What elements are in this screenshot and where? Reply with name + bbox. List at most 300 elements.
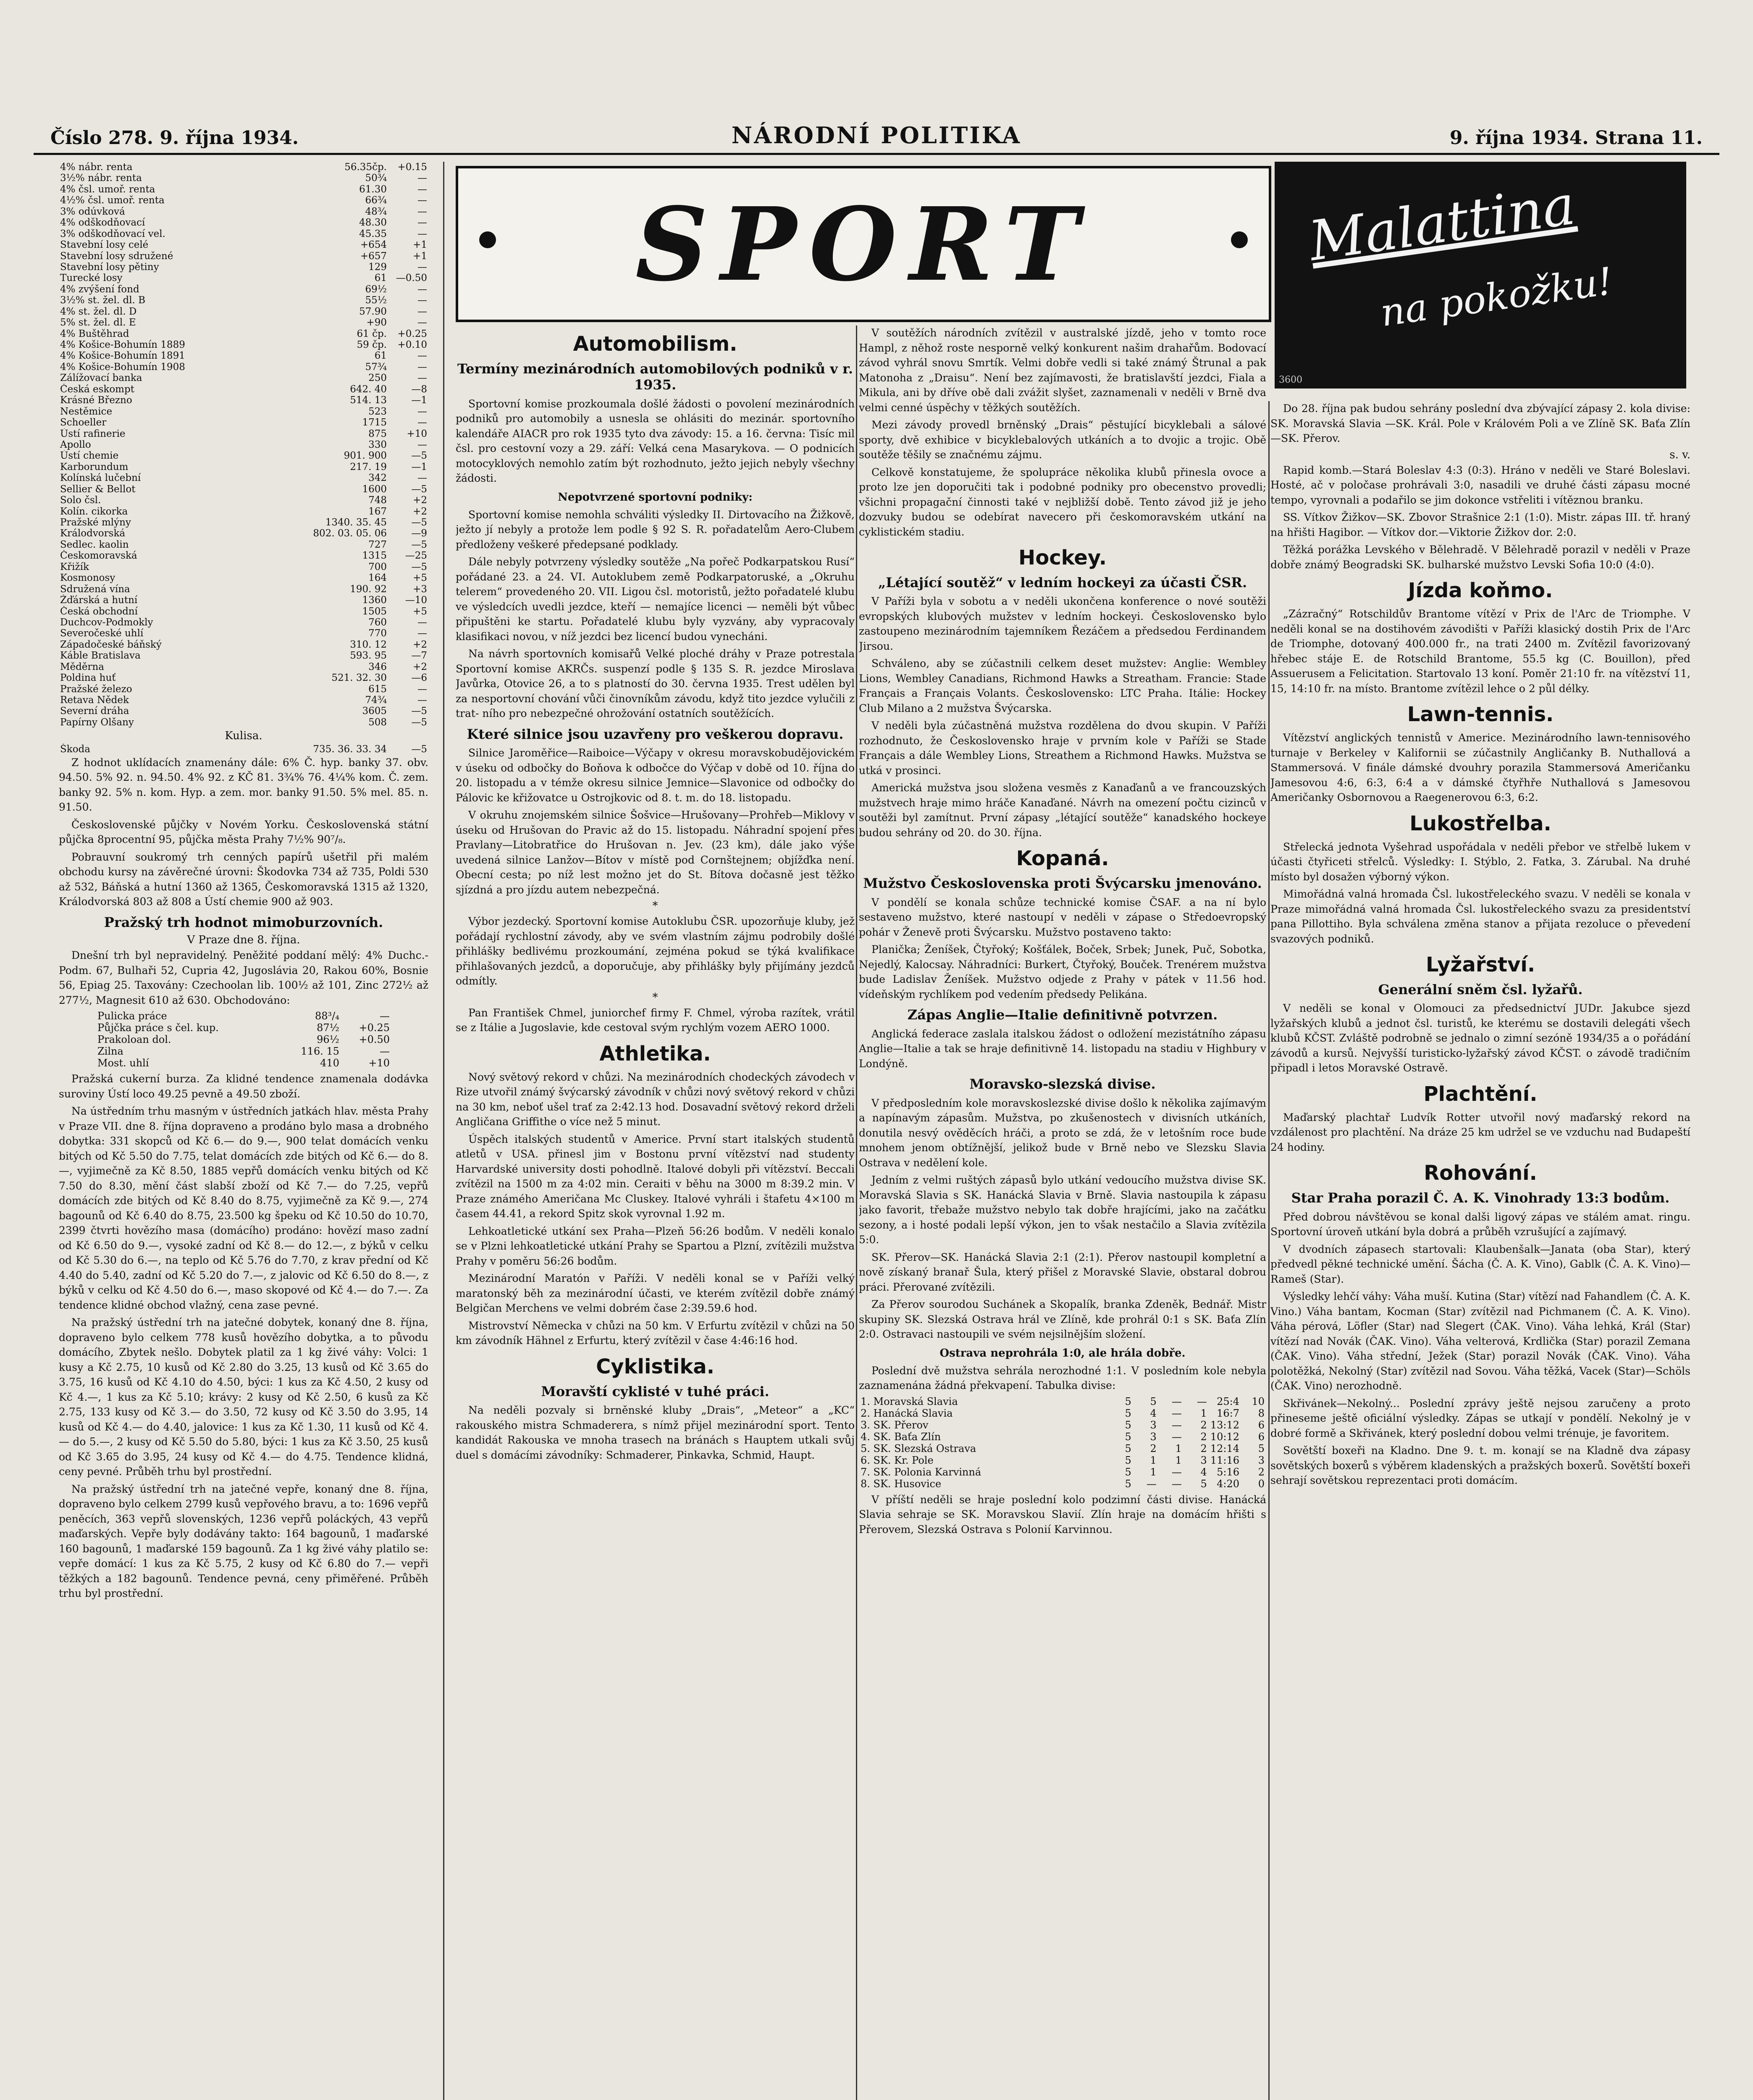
kulisa-text: Z hodnot uklídacích znamenány dále: 6% Č. hyp. banky 37. obv. 94.50. 5% 92. n. 94.50. 4% 92. z KČ 81. 3¾% 76. 4¼% kom. Č. zem. banky 92. 5% n. kom. Hyp. a zem. mor. banky 91.50. 5% mel. 85. n. 91.50. — [59, 756, 428, 814]
team-stat: 2 — [1150, 1442, 1157, 1454]
stock-change: — — [417, 417, 427, 428]
stock-row — [59, 672, 428, 683]
stock-name: 3½% st. žel. dl. B — [60, 295, 146, 306]
stock-row — [59, 650, 428, 661]
team-stat: — — [1171, 1478, 1182, 1490]
stock-change: — — [417, 195, 427, 206]
stock-price: 642. 40 — [350, 383, 387, 395]
stock-change: —1 — [411, 395, 427, 406]
stock-row — [59, 284, 428, 295]
article-paragraph: Planička; Ženíšek, Čtyřoký; Košťálek, Boček, Srbek; Junek, Puč, Sobotka, Nejedlý, Kalocsay. Náhradníci: Burkert, Čtyřoký, Bouček. Trenérem mužstva bude Ladislav Ženíšek. Mužstvo odjede z Prahy v pátek v 11.56 hod. vídeňským rychlíkem pod vedením předsedy Pelikána. — [859, 943, 1266, 1000]
sugar-market: Pražská cukerní burza. Za klidné tendence znamenala dodávka suroviny Ústí loco 49.25 pevně a 49.50 zboží. — [59, 1073, 428, 1100]
unofficial-heading: Nepotvrzené sportovní podniky: — [558, 491, 753, 504]
team-stat: 5:16 — [1217, 1466, 1239, 1478]
markets-text: Dnešní trh byl nepravidelný. Peněžité poddaní mělý: 4% Duchc.-Podm. 67, Bulhaři 52, Cupria 42, Jugoslávia 20, Rakou 60%, Bosnie 56, Epiag 25. Taxovány: Czechoolan lib. 100½ až 101, Zinc 272½ až 277½, Magnesit 610 až 630. Obchodováno: — [59, 949, 428, 1006]
team-name: 6. SK. Kr. Pole — [861, 1454, 934, 1466]
stock-row — [59, 562, 428, 572]
price-name: Pulicka práce — [97, 1010, 167, 1022]
stock-price: 1715 — [362, 417, 387, 428]
stock-name: Severočeské uhlí — [60, 628, 144, 639]
article-paragraph: Mistrovství Německa v chůzi na 50 km. V Erfurtu zvítězil v chůzi na 50 km závodník Hähnel z Erfurtu, který zvítězil v čase 4:46:16 hod. — [456, 1319, 855, 1347]
stock-price: 164 — [368, 572, 387, 584]
stock-price: 310. 12 — [350, 639, 387, 650]
team-stat: 2 — [1258, 1466, 1265, 1478]
stock-row — [59, 517, 428, 528]
stock-price: 521. 32. 30 — [331, 672, 387, 684]
team-stat: 1 — [1150, 1466, 1157, 1478]
stock-change: — — [417, 206, 427, 217]
stock-row — [59, 550, 428, 561]
team-name: 5. SK. Slezská Ostrava — [861, 1442, 976, 1454]
stock-row — [59, 539, 428, 550]
article-paragraph: Za Přerov sourodou Suchánek a Skopalík, branka Zdeněk, Bednář. Mistr skupiny SK. Slezská Ostrava hrál ve Zlíně, kde prohrál 0:1 s SK. Baťa Zlín 2:0. Ostravaci nastoupili ve svém nejsilnějším složení. — [859, 1298, 1266, 1341]
stock-change: —5 — [411, 450, 427, 462]
stock-price: 66¾ — [365, 195, 387, 206]
stock-change: —10 — [405, 595, 427, 606]
article-paragraph: Úspěch italských studentů v Americe. První start italských studentů atletů v USA. přinesl jim v Bostonu první vítězství nad studenty Harvardské university dosti pohodlně. Italové dobyli při vítězství. Beccali zvítězil na 1500 m za 4:02 min. Ceraiti v běhu na 3000 m 8:39.2 min. V Praze známého Američana Mc Cluskey. Italové vyhráli i štafetu 4×100 m časem 44.41, a rekord Spitz skok vyrovnal 1.92 m. — [456, 1133, 855, 1220]
stock-price: 330 — [368, 439, 387, 450]
team-stat: — — [1197, 1395, 1207, 1407]
stock-price: 55½ — [365, 295, 387, 306]
article-paragraph: Maďarský plachtař Ludvík Rotter utvořil nový maďarský rekord na vzdálenost pro plachtění. Na dráze 25 km udržel se ve vzduchu nad Budapeští 24 hodiny. — [1270, 1111, 1690, 1153]
stock-name: 4% nábr. renta — [60, 162, 133, 173]
price-value: 96½ — [317, 1034, 339, 1046]
team-stat: 0 — [1258, 1478, 1265, 1490]
league-row — [859, 1419, 1266, 1431]
team-stat: 3 — [1200, 1454, 1207, 1466]
article-paragraph: V Paříži byla v sobotu a v neděli ukončena konference o nové soutěži evropských klubových mužstev v ledním hockeyi. Československo bylo zastoupeno mezinárodním tajemníkem Řezáčem a předsedou Ferdinandem Jirsou. — [859, 595, 1266, 652]
stock-row — [59, 572, 428, 583]
stock-name: Českomoravská — [60, 550, 137, 562]
stock-change: — — [417, 439, 427, 450]
stock-name: Severní dráha — [60, 706, 129, 717]
stock-price: 69½ — [365, 284, 387, 295]
stock-change: —5 — [411, 483, 427, 495]
stock-change: +2 — [413, 495, 427, 506]
team-stat: 1 — [1150, 1454, 1157, 1466]
stock-row — [59, 217, 428, 228]
article-paragraph: Střelecká jednota Vyšehrad uspořádala v neděli přebor ve střelbě lukem v účasti čtyřiceti střelců. Výsledky: I. Stýblo, 2. Fatka, 3. Zárubal. Na druhé místo byl dosažen výborný výkon. — [1270, 840, 1690, 883]
price-value: 87½ — [317, 1022, 339, 1034]
team-stat: 16:7 — [1217, 1407, 1239, 1419]
price-change: +0.25 — [359, 1022, 390, 1034]
article-paragraph: V příští neděli se hraje poslední kolo podzimní části divise. Hanácká Slavia sehraje se SK. Moravskou Slavií. Zlín hraje na domácím hřišti s Přerovem, Slezská Ostrava s Polonií Karvinnou. — [859, 1493, 1266, 1536]
stock-change: +2 — [413, 506, 427, 517]
article-paragraph: Před dobrou návštěvou se konal dalši ligový zápas ve stálém amat. ringu. Sportovní úroveň utkání byla dobrá a průběh vzrušující a zajímavý. — [1270, 1210, 1690, 1238]
section-heading-archery: Lukostřelba. — [1409, 811, 1551, 835]
article-paragraph: Vítězství anglických tennistů v Americe. Mezinárodního lawn-tennisového turnaje v Berkeley v Kalifornii se zúčastnily Angličanky B. Nuthallová a Stammersová. V finále dámské dvouhry porazila Stammersová Američanku Jamesovou 4:6, 6:3, 6:4 a v dámské čtyřhře Nuthallová s Jamesovou Američanky Osbornovou a Raegenerovou 6:3, 6:2. — [1270, 732, 1690, 803]
price-name: Zilna — [97, 1045, 123, 1058]
stock-row — [59, 184, 428, 195]
stock-row — [59, 628, 428, 639]
stock-name: 4% odškodňovací — [60, 217, 145, 228]
stock-name: Turecké losy — [60, 273, 123, 284]
stock-change: —5 — [411, 561, 427, 572]
stock-row — [59, 362, 428, 373]
section-heading-auto: Automobilism. — [573, 332, 737, 356]
team-stat: 4 — [1200, 1466, 1207, 1478]
article-paragraph: Jedním z velmi ruštých zápasů bylo utkání vedoucího mužstva divise SK. Moravská Slavia s SK. Hanácká Slavia v Brně. Slavia nastoupila k zápasu jako favorit, třebaže mužstvo nebylo tak dobře hrajícími, jako na začátku sezony, a i hosté podali lepší výkon, jen to však nestačilo a Slavia zvítězila 5:0. — [859, 1174, 1266, 1246]
price-name: Most. uhlí — [97, 1057, 149, 1069]
team-stat: 5 — [1200, 1478, 1207, 1490]
stock-change: +3 — [413, 583, 427, 595]
stock-name: 4% st. žel. dl. D — [60, 306, 137, 317]
article-paragraph: Celkově konstatujeme, že spolupráce několika klubů přinesla ovoce a proto lze jen doporučiti tak i podobné podniky pro obecenstvo provedli; všichni propagační činnosti také v nejbližší době. Tento závod již je jeho dozvuky budou se odebírat navecero při českomoravském utkání na cyklistickém stadiu. — [859, 466, 1266, 538]
price-change: +0.50 — [359, 1034, 390, 1046]
stock-row — [59, 684, 428, 695]
stock-name: 4% Buštěhrad — [60, 328, 129, 339]
article-paragraph: Rapid komb.—Stará Boleslav 4:3 (0:3). Hráno v neděli ve Staré Boleslavi. Hosté, ač v poločase prohrávali 3:0, nasadili ve druhé části zápasu mocné tempo, vyrovnali a podařilo se jim dokonce vstřeliti i vítěznou branku. — [1270, 464, 1690, 506]
stock-price: 748 — [368, 495, 387, 506]
team-stat: 10:12 — [1210, 1431, 1239, 1443]
team-stat: — — [1171, 1419, 1182, 1431]
stock-price: 875 — [368, 428, 387, 439]
article-paragraph: Anglická federace zaslala italskou žádost o odložení mezistátního zápasu Anglie—Italie a tak se hraje definitivně 14. listopadu na stadiu v Highbury v Londýně. — [859, 1027, 1266, 1070]
article-paragraph: Mezinárodní Maratón v Paříži. V neděli konal se v Paříži velký maratonský běh za mezinárodní účasti, ve kterém zvítězil dobře známý Belgičan Merchens ve velmi dobrém čase 2:39.59.6 hod. — [456, 1272, 855, 1315]
article-paragraph: V neděli se konal v Olomouci za předsednictví JUDr. Jakubce sjezd lyžařských klubů a jednot čsl. turistů, ke kterému se dostavili delegáti všech klubů KČST. Zvláště podrobně se jednalo o zimní sezóně 1934/35 a o pořádání závodů a kursů. Nejvyšší turisticko-lyžařský závod KČST. o závodě tradičním připadl i letos Moravské Ostravě. — [1270, 1002, 1690, 1074]
section-heading-athletics: Athletika. — [599, 1042, 711, 1066]
stock-price: 770 — [368, 628, 387, 639]
stock-price: 508 — [368, 717, 387, 728]
stock-name: Kosmonosy — [60, 572, 115, 584]
team-stat: 5 — [1125, 1431, 1131, 1443]
stock-name: Žďárská a hutní — [60, 595, 138, 606]
stock-row — [59, 695, 428, 706]
stock-change: +0.25 — [397, 328, 427, 339]
stock-name: Apollo — [60, 439, 91, 450]
section-heading-gliding: Plachtění. — [1423, 1082, 1538, 1106]
stock-row — [59, 406, 428, 417]
stock-name: Měděrna — [60, 661, 105, 672]
cycling-subheading: Moravští cyklisté v tuhé práci. — [541, 1383, 769, 1399]
stock-row — [59, 306, 428, 317]
stock-price: 61 — [374, 273, 387, 284]
malattina-ad — [1275, 162, 1686, 388]
team-name: 8. SK. Husovice — [861, 1478, 942, 1490]
football-subheading: Mužstvo Československa proti Švýcarsku jmenováno. — [863, 875, 1262, 892]
stock-name: Solo čsl. — [60, 495, 101, 506]
article-paragraph: Na návrh sportovních komisařů Velké ploché dráhy v Praze potrestala Sportovní komise AKRČs. suspenzí podle § 135 S. R. jezdce Miroslava Javůrka, Otovice 26, a to s platností do 30. června 1935. Trest udělen byl za nesportovní chování vůči činovníkům závodu, když tito jezdce vylučili z trat- ního pro nebezpečné ohrožování ostatních soutěžících. — [456, 648, 855, 720]
stock-change: —25 — [405, 550, 427, 562]
stock-change: — — [417, 295, 427, 306]
stock-name: Retava Nědek — [60, 695, 129, 706]
stock-name: 4½% čsl. umoř. renta — [60, 195, 165, 206]
stock-price: 760 — [368, 617, 387, 628]
team-stat: 10 — [1252, 1395, 1265, 1407]
article-paragraph: Pan František Chmel, juniorchef firmy F. Chmel, výroba razítek, vrátil se z Itálie a Jugoslavie, kde cestoval svým rychlým vozem AERO 1000. — [456, 1006, 855, 1034]
stock-change: —8 — [411, 383, 427, 395]
stock-row — [59, 206, 428, 217]
stock-row — [59, 439, 428, 450]
stock-price: 61.30 — [359, 184, 387, 195]
stock-price: 61 — [374, 350, 387, 362]
stock-price: 57.90 — [359, 306, 387, 317]
stock-change: —5 — [411, 539, 427, 550]
article-paragraph: Mimořádná valná hromada Čsl. lukostřeleckého svazu. V neděli se konala v Praze mimořádná valná hromada Čsl. lukostřeleckého svazu za presidentství pana Pillottiho. Byla schválena změna stanov a přijata rezoluce o převedení svazových podniků. — [1270, 888, 1690, 945]
team-stat: 5 — [1125, 1454, 1131, 1466]
team-stat: 5 — [1125, 1395, 1131, 1407]
markets-dateline: V Praze dne 8. října. — [187, 934, 300, 947]
section-heading-horses: Jízda koňmo. — [1408, 579, 1553, 602]
article-paragraph: Poslední dvě mužstva sehrála nerozhodné 1:1. V posledním kole nebyla zaznamenána žádná překvapení. Tabulka divise: — [859, 1364, 1266, 1392]
price-value: 410 — [320, 1057, 339, 1069]
team-stat: 8 — [1258, 1407, 1265, 1419]
stock-name: Stavební losy celé — [60, 239, 149, 251]
stock-name: Pražské železo — [60, 683, 132, 695]
stock-change: —5 — [411, 706, 427, 717]
article-paragraph: „Zázračný“ Rotschildův Brantome vítězí v Prix de l'Arc de Triomphe. V neděli konal se na dostihovém závodišti v Paříži klasický dostih Prix de l'Arc de Triomphe, dotovaný 400.000 fr., na trati 2400 m. Zvítězil favorizovaný hřebec stáje E. de Rotschild Brantome, 55.5 kg (C. Bouillon), před Assuerusem a Felicitation. Startovalo 13 koní. Poměr 21:10 fr. na vítězství 11, 15, 14:10 fr. na místo. Brantome zvítězil lehce o 2 půl délky. — [1270, 608, 1690, 695]
stock-price: 615 — [368, 683, 387, 695]
article-paragraph: Těžká porážka Levského v Bělehradě. V Bělehradě porazil v neděli v Praze dobře známý Beogradski SK. bulharské mužstvo Levski Sofia 10:0 (4:0). — [1270, 543, 1690, 571]
team-stat: 6 — [1258, 1419, 1265, 1431]
stock-price: 56.35čp. — [344, 162, 387, 173]
stock-name: Škoda — [60, 744, 90, 755]
team-stat: 5 — [1150, 1395, 1157, 1407]
league-row — [859, 1454, 1266, 1466]
stock-price: 346 — [368, 661, 387, 672]
stock-row — [59, 273, 428, 284]
article-paragraph: Silnice Jaroměřice—Raiboice—Výčapy v okresu moravskobudějovickém v úseku od odbočky do Boňova k odbočce do Výčap v době od 10. října do 20. listopadu a v témže okresu silnice Jemnice—Slavonice od odbočky do Pálovic ke křižovatce u Ostrojkovic od 8. t. m. do 18. listopadu. — [456, 747, 855, 804]
stock-row — [59, 706, 428, 717]
article-paragraph: V dvodních zápasech startovali: Klaubenšalk—Janata (oba Star), který předvedl pěkné technické umění. Šácha (Č. A. K. Vino), Gablk (Č. A. K. Vino)—Rameš (Star). — [1270, 1243, 1690, 1285]
team-name: 4. SK. Baťa Zlín — [861, 1431, 941, 1443]
article-paragraph: Do 28. října pak budou sehrány poslední dva zbývající zápasy 2. kola divise: SK. Moravská Slavia —SK. Král. Pole v Královém Poli a ve Zlíně SK. Baťa Zlín—SK. Přerov. — [1270, 402, 1690, 444]
stock-row — [59, 484, 428, 495]
stock-price: 190. 92 — [350, 583, 387, 595]
stock-change: — — [417, 695, 427, 706]
stock-row — [59, 317, 428, 328]
stock-price: 1505 — [362, 606, 387, 617]
stock-change: — — [417, 617, 427, 628]
stock-name: Zálížovací banka — [60, 373, 142, 384]
stock-name: Kolín. cikorka — [60, 506, 128, 517]
team-name: 7. SK. Polonia Karvinná — [861, 1466, 981, 1478]
stock-price: 342 — [368, 472, 387, 484]
stock-name: 4% čsl. umoř. renta — [60, 184, 155, 195]
stock-price: 57¾ — [365, 361, 387, 373]
stock-change: +10 — [407, 428, 427, 439]
stock-price: 45.35 — [359, 228, 387, 239]
stock-price: 61 čp. — [357, 328, 387, 339]
ny-loans: Československé půjčky v Novém Yorku. Československá státní půjčka 8procentní 95, půjčka města Prahy 7½% 90⁷/₈. — [59, 818, 428, 846]
column-rule — [856, 326, 857, 2100]
team-stat: 12:14 — [1210, 1442, 1239, 1454]
team-stat: 1 — [1175, 1442, 1182, 1454]
stock-change: —7 — [411, 650, 427, 662]
team-stat: 13:12 — [1210, 1419, 1239, 1431]
stock-change: — — [417, 173, 427, 184]
column-rule — [443, 162, 444, 2100]
stock-price: 727 — [368, 539, 387, 550]
stock-price: 1600 — [362, 483, 387, 495]
team-stat: 3 — [1258, 1454, 1265, 1466]
ad-tagline: na pokožku! — [1378, 259, 1616, 336]
article-paragraph: V pondělí se konala schůze technické komise ČSAF. a na ní bylo sestaveno mužstvo, které nastoupí v neděli v zápase o Středoevropský pohár v Ženevě proti Švýcarsku. Mužstvo postaveno takto: — [859, 896, 1266, 938]
stock-row — [59, 228, 428, 239]
team-stat: — — [1171, 1466, 1182, 1478]
stock-change: +5 — [413, 606, 427, 617]
roads-heading: Které silnice jsou uzavřeny pro veškerou dopravu. — [467, 726, 844, 742]
team-stat: 1 — [1175, 1454, 1182, 1466]
stock-row — [59, 606, 428, 617]
stock-change: — — [417, 373, 427, 384]
stock-price: 802. 03. 05. 06 — [313, 528, 387, 539]
prices-table — [96, 1010, 391, 1069]
stock-name: Poldina huť — [60, 672, 116, 684]
stock-name: 3% odúvková — [60, 206, 125, 217]
stock-change: — — [417, 217, 427, 228]
section-heading-boxing: Rohování. — [1424, 1161, 1537, 1185]
ski-subheading: Generální sněm čsl. lyžařů. — [1378, 982, 1583, 998]
stock-row — [59, 595, 428, 606]
stock-name: Krásné Březno — [60, 395, 132, 406]
stock-name: Káble Bratislava — [60, 650, 141, 662]
sport-title: SPORT — [635, 185, 1092, 304]
price-name: Prakoloan dol. — [97, 1034, 171, 1046]
section-heading-football: Kopaná. — [1016, 847, 1109, 871]
team-stat: 5 — [1125, 1478, 1131, 1490]
price-change: — — [380, 1010, 390, 1022]
auto-subheading: Termíny mezinárodních automobilových podniků v r. 1935. — [457, 361, 853, 393]
sport-banner — [456, 166, 1271, 322]
england-heading: Zápas Anglie—Italie definitivně potvrzen. — [907, 1007, 1218, 1023]
stock-price: 217. 19 — [350, 461, 387, 472]
stock-name: Česká obchodní — [60, 606, 138, 617]
team-stat: 11:16 — [1210, 1454, 1239, 1466]
stock-change: — — [417, 317, 427, 328]
team-stat: 5 — [1125, 1442, 1131, 1454]
separator-star: * — [652, 900, 658, 913]
team-stat: 1 — [1200, 1407, 1207, 1419]
stock-row — [59, 395, 428, 406]
team-stat: — — [1171, 1395, 1182, 1407]
stock-change: — — [417, 628, 427, 639]
price-change: +10 — [368, 1057, 390, 1069]
stock-row — [59, 506, 428, 517]
kulisa-heading: Kulisa. — [225, 730, 262, 743]
section-heading-cycling: Cyklistika. — [596, 1354, 714, 1378]
stock-name: 5% st. žel. dl. E — [60, 317, 136, 328]
section-heading-tennis: Lawn-tennis. — [1407, 703, 1554, 726]
markets-column — [59, 162, 428, 2100]
stock-row — [59, 417, 428, 428]
article-paragraph: Sportovní komise prozkoumala došlé žádosti o povolení mezinárodních podniků pro automobily a usnesla se ohlásiti do mezinár. sportovního kalendáře AIACR pro rok 1935 tyto dva závody: 15. a 16. června: Tisíc mil čsl. pro cestovní vozy a 29. září: Velká cena Masarykova. — O podnicích motocyklových nemohlo zatím být rozhodnuto, ježto jejich nebyly všechny žádosti. — [456, 397, 855, 485]
stock-change: — — [417, 350, 427, 362]
stock-row — [59, 617, 428, 628]
banner-dot — [1231, 231, 1248, 248]
page-number: 9. října 1934. Strana 11. — [1449, 127, 1703, 149]
stock-name: Stavební losy sdružené — [60, 250, 173, 262]
stock-name: Pražské mlýny — [60, 517, 131, 528]
stock-change: — — [417, 306, 427, 317]
stock-price: 48¾ — [365, 206, 387, 217]
stock-row — [59, 251, 428, 262]
article-paragraph: Sovětští boxeři na Kladno. Dne 9. t. m. konají se na Kladně dva zápasy sovětských boxerů s výběrem kladenských a pražských boxerů. Sovětští boxeři sehrají sovětskou reprezentaci proti domácím. — [1270, 1444, 1690, 1487]
stock-name: Nestěmice — [60, 406, 113, 417]
stock-row — [59, 584, 428, 595]
stock-name: Papírny Olšany — [60, 717, 134, 728]
stock-price: 129 — [368, 261, 387, 273]
article-paragraph: Schváleno, aby se zúčastnili celkem deset mužstev: Anglie: Wembley Lions, Wembley Canadians, Richmond Hawks a Streatham. Francie: Stade Français a Français Volants. Československo: LTC Praha. Itálie: Hockey Club Milano a 2 mužstva Švýcarska. — [859, 657, 1266, 714]
article-paragraph: Skřivánek—Nekolný... Poslední zprávy ještě nejsou zaručeny a proto přineseme ještě oficiální výsledky. Zápas se utkají v pondělí. Nekolný je v dobré formě a Skřivánek, který poslední dobou velmi trénuje, je favoritem. — [1270, 1397, 1690, 1439]
stock-row — [59, 373, 428, 383]
stock-name: Sedlec. kaolin — [60, 539, 129, 550]
markets-heading: Pražský trh hodnot mimoburzovních. — [104, 914, 383, 930]
stock-row — [59, 428, 428, 439]
price-row — [96, 1045, 391, 1057]
article-paragraph: V soutěžích národních zvítězil v australské jízdě, jeho v tomto roce Hampl, z něhož roste nesporně velký konkurent našim drahařům. Bodovací závod vyhrál snovu Smrtík. Velmi dobře vedli si také známý Štrunal a pak Matonoha z „Draisu“. Není bez zajímavosti, že bratislavští jezdci, Fiala a Mikula, ani by dříve obě dali zvážit slyšet, zaznamenali v neděli v Brně dva velmi cenné úspěchy v těžkých soutěžích. — [859, 327, 1266, 414]
article-paragraph: Na neděli pozvaly si brněnské kluby „Drais“, „Meteor“ a „KC“ rakouského mistra Schmaderera, s nímž přijel mezinárodní sport. Tento kandidát Rakouska ve mnoha trasech na bránách s Hauptem utkali svůj duel s domácími závodníky: Schmaderer, Pinkavka, Schmid, Haupt. — [456, 1404, 855, 1461]
stock-row — [59, 717, 428, 728]
stock-row — [59, 639, 428, 650]
stock-row — [59, 472, 428, 483]
stock-price: 700 — [368, 561, 387, 572]
team-stat: 3 — [1150, 1431, 1157, 1443]
price-value: 116. 15 — [301, 1045, 339, 1058]
stock-name: 4% Košice-Bohumín 1889 — [60, 339, 185, 350]
stock-name: Karborundum — [60, 461, 129, 472]
stock-price: 48.30 — [359, 217, 387, 228]
newspaper-title: NÁRODNÍ POLITIKA — [731, 122, 1022, 149]
article-paragraph: Sportovní komise nemohla schváliti výsledky II. Dirtovacího na Žižkově, ježto jí nebyly a protože lem podle § 92 S. R. pořadatelům Aero-Clubem předloženy veškeré předepsané podklady. — [456, 508, 855, 551]
stock-change: +1 — [413, 239, 427, 251]
stock-change: —0.50 — [396, 273, 427, 284]
stock-name: 3½% nábr. renta — [60, 173, 142, 184]
stock-change: —5 — [411, 744, 427, 755]
stock-price: 50¾ — [365, 173, 387, 184]
stock-row — [59, 450, 428, 461]
stock-price: 250 — [368, 373, 387, 384]
team-stat: 5 — [1125, 1466, 1131, 1478]
stock-name: Západočeské báňský — [60, 639, 162, 650]
article-paragraph: Výsledky lehčí váhy: Váha muší. Kutina (Star) vítězí nad Fahandlem (Č. A. K. Vino.) Váha bantam, Kocman (Star) zvítězil nad Pichmanem (Č. A. K. Vino). Váha pérová, Löfler (Star) nad Slegert (ČAK. Vino). Váha lehká, Král (Star) vítězí nad Novák (ČAK. Vino). Váha velterová, Krdlička (Star) porazil Zemana (ČAK. Vino). Váha střední, Ježek (Star) porazil Novák (ČAK. Vino). Váha polotěžká, Nekolný (Star) zvítězil nad Sovou. Váha těžká, Vacek (Star)—Schöls (ČAK. Vino) nerozhodně. — [1270, 1290, 1690, 1392]
article-paragraph: V předposledním kole moravskoslezské divise došlo k několika zajímavým a napínavým zápasům. Mužstva, po zkušenostech v divisních utkáních, donutila nesvý ověděcích hráči, a proto se zdá, že v letošním roce bude mnohem jenom obtížnější, jelikož bude v Brně nebo ve Slezsku Slavia Ostrava v nedělení kole. — [859, 1097, 1266, 1169]
stock-price: 1315 — [362, 550, 387, 562]
masthead — [34, 122, 1719, 155]
team-stat: 5 — [1125, 1419, 1131, 1431]
sport-column-4 — [1270, 401, 1690, 2100]
article-paragraph: Dále nebyly potvrzeny výsledky soutěže „Na pořeč Podkarpatskou Rusí“ pořádané 23. a 24. VI. Autoklubem země Podkarpatoruské, a „Okruhu telerem“ provedeného 20. VII. Ligou čsl. motoristů, ježto pořadatelé klubu ve výsledcích uvedli jezdce, kteří — nemajíce licenci — neměli být vůbec připuštěni ke startu. Pořadatelé klubu byly vyzvány, aby vypracovaly klasifikaci novou, v níž jezdci bez licencí budou vynecháni. — [456, 556, 855, 643]
team-stat: 5 — [1258, 1442, 1265, 1454]
sport-column-3 — [859, 326, 1266, 2100]
stock-change: —5 — [411, 517, 427, 528]
stock-price: 523 — [368, 406, 387, 417]
ad-mark: 3600 — [1279, 375, 1302, 385]
stock-name: Křižík — [60, 561, 89, 572]
private-market: Pobrauvní soukromý trh cenných papírů ušetřil při malém obchodu kursy na závěrečné úrovni: Škodovka 734 až 735, Poldi 530 až 532, Báňská a hutní 1360 až 1365, Českomoravská 1315 až 1320, Králodvorská 803 až 808 a Ústí chemie 900 až 903. — [59, 850, 428, 908]
stock-row — [59, 195, 428, 206]
stock-name: Duchcov-Podmokly — [60, 617, 153, 628]
stock-name: Schoeller — [60, 417, 107, 428]
column-rule — [1268, 401, 1270, 2100]
stock-change: — — [417, 228, 427, 239]
price-row — [96, 1010, 391, 1022]
stock-row — [59, 328, 428, 339]
stock-row — [59, 295, 428, 306]
stock-price: +657 — [360, 250, 387, 262]
stock-change: —6 — [411, 672, 427, 684]
stock-name: Česká eskompt — [60, 383, 134, 395]
stock-name: Králodvorská — [60, 528, 126, 539]
stock-name: Ústí chemie — [60, 450, 119, 462]
stock-change: —1 — [411, 461, 427, 472]
team-stat: 4:20 — [1217, 1478, 1239, 1490]
skoda-row — [59, 744, 428, 755]
stock-table — [59, 162, 428, 728]
price-name: Půjčka práce s čel. kup. — [97, 1022, 219, 1034]
skoda-table — [59, 744, 428, 755]
stock-price: 514. 13 — [350, 395, 387, 406]
